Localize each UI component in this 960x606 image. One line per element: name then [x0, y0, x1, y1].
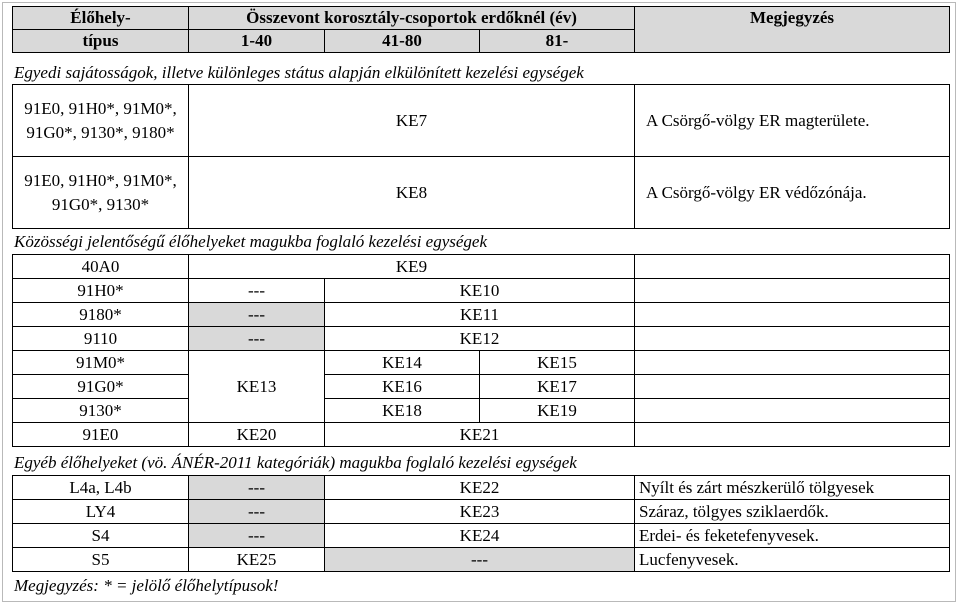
unit-cell: KE14 — [325, 351, 480, 375]
habitat-cell: 9180* — [13, 303, 189, 327]
header-age-3: 81- — [480, 30, 635, 53]
header-habitat-line1: Élőhely- — [13, 7, 189, 30]
header-note: Megjegyzés — [635, 7, 950, 53]
table-row — [13, 303, 950, 327]
unit-cell: KE16 — [325, 375, 480, 399]
note-cell — [635, 351, 950, 375]
dash-cell: --- — [189, 500, 325, 524]
section-title-community: Közösségi jelentőségű élőhelyeket magukba foglaló kezelési egységek — [14, 232, 488, 251]
habitat-cell: 91M0* — [13, 351, 189, 375]
table-row — [13, 423, 950, 447]
unit-cell: KE9 — [189, 255, 635, 279]
dash-cell: --- — [189, 476, 325, 500]
table-row — [13, 327, 950, 351]
dash-cell: --- — [189, 524, 325, 548]
habitat-cell: 91H0* — [13, 279, 189, 303]
note-cell — [635, 375, 950, 399]
table-row — [13, 524, 950, 548]
footnote: Megjegyzés: * = jelölő élőhelytípusok! — [14, 576, 279, 595]
habitat-cell: LY4 — [13, 500, 189, 524]
habitat-cell: 9130* — [13, 399, 189, 423]
table-header — [12, 6, 950, 53]
habitat-cell: S5 — [13, 548, 189, 572]
unit-cell: KE25 — [189, 548, 325, 572]
note-cell: A Csörgő-völgy ER magterülete. — [635, 85, 950, 157]
header-age-1: 1-40 — [189, 30, 325, 53]
habitat-cell: 9110 — [13, 327, 189, 351]
note-cell: A Csörgő-völgy ER védőzónája. — [635, 157, 950, 229]
unit-cell: KE21 — [325, 423, 635, 447]
note-cell — [635, 327, 950, 351]
table-row — [13, 157, 950, 229]
note-cell — [635, 303, 950, 327]
table-section-other — [12, 475, 950, 572]
unit-cell: KE17 — [480, 375, 635, 399]
table-row — [13, 399, 950, 423]
dash-cell: --- — [325, 548, 635, 572]
note-cell: Száraz, tölgyes sziklaerdők. — [635, 500, 950, 524]
note-cell — [635, 279, 950, 303]
table-section-unique — [12, 84, 950, 229]
note-cell: Erdei- és feketefenyvesek. — [635, 524, 950, 548]
unit-cell: KE8 — [189, 157, 635, 229]
section-title-other: Egyéb élőhelyeket (vö. ÁNÉR-2011 kategóriák) magukba foglaló kezelési egységek — [14, 453, 577, 472]
dash-cell: --- — [189, 279, 325, 303]
habitat-cell: 40A0 — [13, 255, 189, 279]
section-title-unique: Egyedi sajátosságok, illetve különleges státus alapján elkülönített kezelési egységek — [14, 63, 584, 82]
note-cell — [635, 399, 950, 423]
unit-cell: KE7 — [189, 85, 635, 157]
unit-cell: KE15 — [480, 351, 635, 375]
table-row — [13, 548, 950, 572]
table-row — [13, 279, 950, 303]
unit-cell: KE10 — [325, 279, 635, 303]
note-cell — [635, 255, 950, 279]
unit-cell: KE18 — [325, 399, 480, 423]
habitat-cell: L4a, L4b — [13, 476, 189, 500]
habitat-cell: S4 — [13, 524, 189, 548]
table-row — [13, 476, 950, 500]
table-section-community — [12, 254, 950, 447]
unit-cell: KE24 — [325, 524, 635, 548]
note-cell: Nyílt és zárt mészkerülő tölgyesek — [635, 476, 950, 500]
habitat-cell: 91G0* — [13, 375, 189, 399]
unit-cell: KE19 — [480, 399, 635, 423]
table-row — [13, 500, 950, 524]
note-cell — [635, 423, 950, 447]
header-habitat-line2: típus — [13, 30, 189, 53]
table-row — [13, 375, 950, 399]
merged-unit-cell: KE13 — [189, 351, 325, 423]
dash-cell: --- — [189, 327, 325, 351]
unit-cell: KE23 — [325, 500, 635, 524]
habitat-cell: 91E0, 91H0*, 91M0*, 91G0*, 9130*, 9180* — [13, 85, 189, 157]
unit-cell: KE22 — [325, 476, 635, 500]
unit-cell: KE12 — [325, 327, 635, 351]
table-row — [13, 255, 950, 279]
unit-cell: KE20 — [189, 423, 325, 447]
note-cell: Lucfenyvesek. — [635, 548, 950, 572]
unit-cell: KE11 — [325, 303, 635, 327]
dash-cell: --- — [189, 303, 325, 327]
table-row — [13, 85, 950, 157]
header-age-groups: Összevont korosztály-csoportok erdőknél (év) — [189, 7, 635, 30]
table-row — [13, 351, 950, 375]
header-age-2: 41-80 — [325, 30, 480, 53]
habitat-cell: 91E0 — [13, 423, 189, 447]
habitat-cell: 91E0, 91H0*, 91M0*, 91G0*, 9130* — [13, 157, 189, 229]
